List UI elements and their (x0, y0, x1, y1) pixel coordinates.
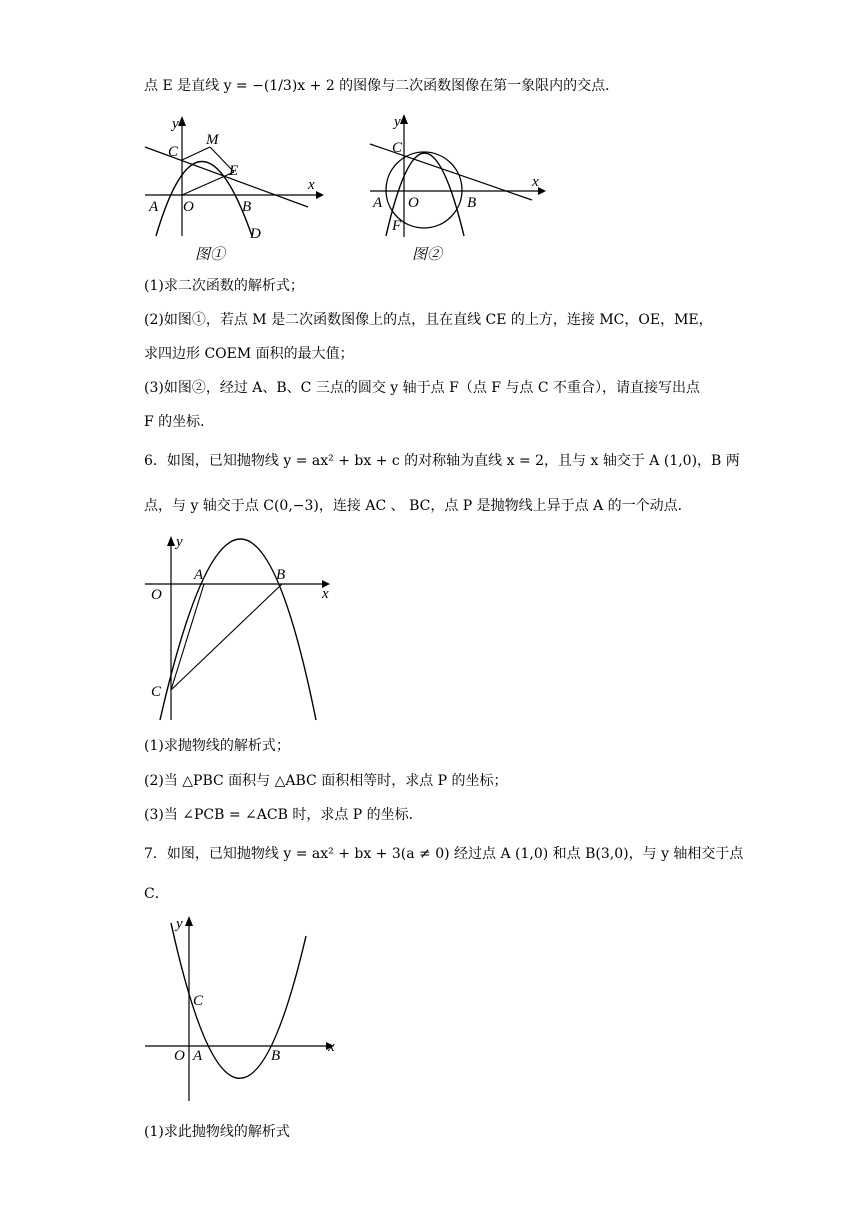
label-y: y (176, 534, 183, 550)
label-o: O (183, 199, 194, 215)
label-c: C (168, 144, 179, 160)
label-o: O (151, 587, 162, 603)
y-axis-arrow (178, 116, 186, 126)
label-a: A (194, 567, 204, 583)
problem5-q2-line1: (2)如图①，若点 M 是二次函数图像上的点，且在直线 CE 的上方，连接 MC，OE，ME， (144, 312, 713, 328)
problem6-q1: (1)求抛物线的解析式； (144, 738, 290, 754)
problem6-q2: (2)当 △PBC 面积与 △ABC 面积相等时，求点 P 的坐标； (144, 773, 508, 789)
label-e: E (229, 163, 239, 179)
figure-1 (140, 112, 325, 267)
label-a: A (149, 199, 159, 215)
problem6-q3: (3)当 ∠PCB = ∠ACB 时，求点 P 的坐标． (144, 807, 423, 823)
label-y: y (172, 116, 179, 132)
segment-mc (182, 147, 210, 160)
label-y: y (176, 916, 183, 932)
label-c: C (193, 993, 204, 1009)
problem6-line1: 6．如图，已知抛物线 y = ax² + bx + c 的对称轴为直线 x = 2，且与 x 轴交于 A (1,0)，B 两 (144, 453, 740, 469)
parabola (160, 539, 316, 720)
label-y: y (394, 114, 401, 130)
y-axis-arrow (400, 114, 408, 124)
label-x: x (308, 177, 315, 193)
label-c: C (151, 684, 162, 700)
label-b: B (467, 195, 477, 211)
y-axis-arrow (167, 536, 175, 546)
label-a: A (373, 195, 383, 211)
figure-problem7 (140, 906, 345, 1106)
problem5-q3-line2: F 的坐标． (144, 414, 215, 430)
label-x: x (322, 586, 329, 602)
y-axis-arrow (185, 916, 193, 926)
label-d: D (250, 226, 261, 242)
problem5-intro: 点 E 是直线 y = −(1/3)x + 2 的图像与二次函数图像在第一象限内的交点． (144, 78, 620, 94)
figure-2 (362, 110, 547, 267)
label-m: M (206, 132, 219, 148)
figure-2-caption: 图② (412, 247, 443, 263)
label-b: B (276, 567, 286, 583)
problem7-line1: 7．如图，已知抛物线 y = ax² + bx + 3(a ≠ 0) 经过点 A (1,0) 和点 B(3,0)，与 y 轴相交于点 (144, 846, 744, 862)
label-f: F (392, 218, 402, 234)
label-o: O (408, 195, 419, 211)
problem5-q3-line1: (3)如图②，经过 A、B、C 三点的圆交 y 轴于点 F（点 F 与点 C 不重合），请直接写出点 (144, 380, 701, 396)
figure-1-caption: 图① (195, 247, 226, 263)
problem5-q1: (1)求二次函数的解析式； (144, 278, 304, 294)
problem7-q1: (1)求此抛物线的解析式 (144, 1124, 290, 1140)
problem6-line2: 点，与 y 轴交于点 C(0,−3)，连接 AC 、 BC，点 P 是抛物线上异于点 A 的一个动点． (144, 498, 692, 514)
label-b: B (242, 199, 252, 215)
problem7-line2: C． (144, 886, 169, 902)
label-a: A (193, 1048, 203, 1064)
label-c: C (392, 140, 403, 156)
problem5-q2-line2: 求四边形 COEM 面积的最大值； (144, 346, 354, 362)
x-axis-arrow (316, 191, 324, 199)
label-x: x (328, 1039, 335, 1055)
parabola (171, 923, 306, 1078)
label-b: B (271, 1048, 281, 1064)
figure-problem6 (140, 530, 340, 725)
label-o: O (174, 1048, 185, 1064)
label-x: x (532, 174, 539, 190)
x-axis-arrow (538, 187, 546, 195)
segment-oe (182, 172, 234, 195)
